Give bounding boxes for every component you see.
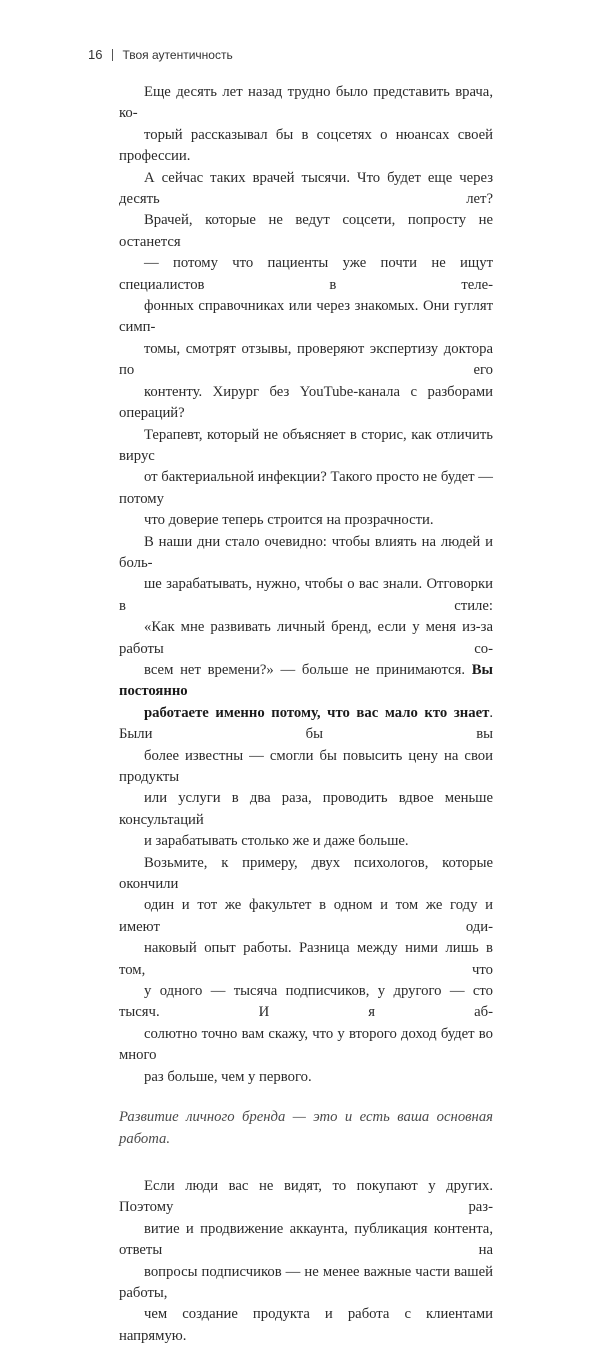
text-line: томы, смотрят отзывы, проверяют экспертизу доктора по его xyxy=(119,340,493,379)
chapter-title: Твоя аутентичность xyxy=(122,47,233,62)
text-line-with-bold xyxy=(119,703,493,746)
running-head xyxy=(88,47,233,62)
text-fragment: всем нет времени?» — больше не принимаются. xyxy=(144,661,466,678)
text-line: витие и продвижение аккаунта, публикация контента, ответы на xyxy=(119,1220,493,1259)
body-text xyxy=(119,82,493,1347)
text-line: торый рассказывал бы в соцсетях о нюансах своей профессии. xyxy=(119,126,493,165)
text-line: более известны — смогли бы повысить цену на свои продукты xyxy=(119,747,493,785)
pull-quote xyxy=(119,1107,493,1150)
paragraph-personal-brand xyxy=(119,532,493,853)
header-divider xyxy=(112,49,113,61)
page-number: 16 xyxy=(88,47,103,62)
text-line: Терапевт, который не объясняет в сторис, как отличить вирус xyxy=(119,426,493,464)
quote-line: работа. xyxy=(119,1130,171,1147)
text-line: вопросы подписчиков — не менее важные части вашей работы, xyxy=(119,1263,493,1301)
text-line: В наши дни стало очевидно: чтобы влиять на людей и боль- xyxy=(119,533,493,571)
text-line-with-bold xyxy=(119,660,493,703)
text-line: контенту. Хирург без YouTube-канала с разборами операций? xyxy=(119,383,493,422)
text-line: А сейчас таких врачей тысячи. Что будет еще через десять лет? xyxy=(119,169,493,208)
text-line: у одного — тысяча подписчиков, у другого — сто тысяч. И я аб- xyxy=(119,983,493,1021)
text-line: от бактериальной инфекции? Такого просто не будет — потому xyxy=(119,469,493,507)
text-fragment: . Были бы вы xyxy=(119,704,493,743)
text-line: и зарабатывать столько же и даже больше. xyxy=(144,833,409,850)
text-line: фонных справочниках или через знакомых. Они гуглят симп- xyxy=(119,298,493,336)
text-line: или услуги в два раза, проводить вдвое меньше консультаций xyxy=(119,790,493,828)
quote-line: Развитие личного бренда — это и есть ваша основная xyxy=(119,1109,493,1126)
paragraph-visibility xyxy=(119,1176,493,1347)
text-line: раз больше, чем у первого. xyxy=(144,1068,312,1085)
text-line: что доверие теперь строится на прозрачности. xyxy=(144,512,434,529)
text-line: — потому что пациенты уже почти не ищут специалистов в теле- xyxy=(119,255,493,293)
bold-emphasis: Вы постоянно xyxy=(119,661,493,700)
text-line: один и тот же факультет в одном и том же году и имеют оди- xyxy=(119,897,493,935)
text-line: Возьмите, к примеру, двух психологов, которые окончили xyxy=(119,854,493,893)
text-line: «Как мне развивать личный бренд, если у меня из-за работы со- xyxy=(119,619,493,657)
text-line: наковый опыт работы. Разница между ними лишь в том, что xyxy=(119,940,493,978)
bold-emphasis: работаете именно потому, что вас мало кто знает xyxy=(144,704,490,721)
text-line: Врачей, которые не ведут соцсети, попросту не останется xyxy=(119,212,493,250)
paragraph-psychologists xyxy=(119,853,493,1088)
text-line: ше зарабатывать, нужно, чтобы о вас знали. Отговорки в стиле: xyxy=(119,576,493,614)
text-line: чем создание продукта и работа с клиентами напрямую. xyxy=(119,1306,493,1344)
text-line: Еще десять лет назад трудно было представить врача, ко- xyxy=(119,84,493,122)
text-line: Если люди вас не видят, то покупают у других. Поэтому раз- xyxy=(119,1177,493,1216)
paragraph-doctors xyxy=(119,82,493,532)
text-line: солютно точно вам скажу, что у второго доход будет во много xyxy=(119,1025,493,1064)
